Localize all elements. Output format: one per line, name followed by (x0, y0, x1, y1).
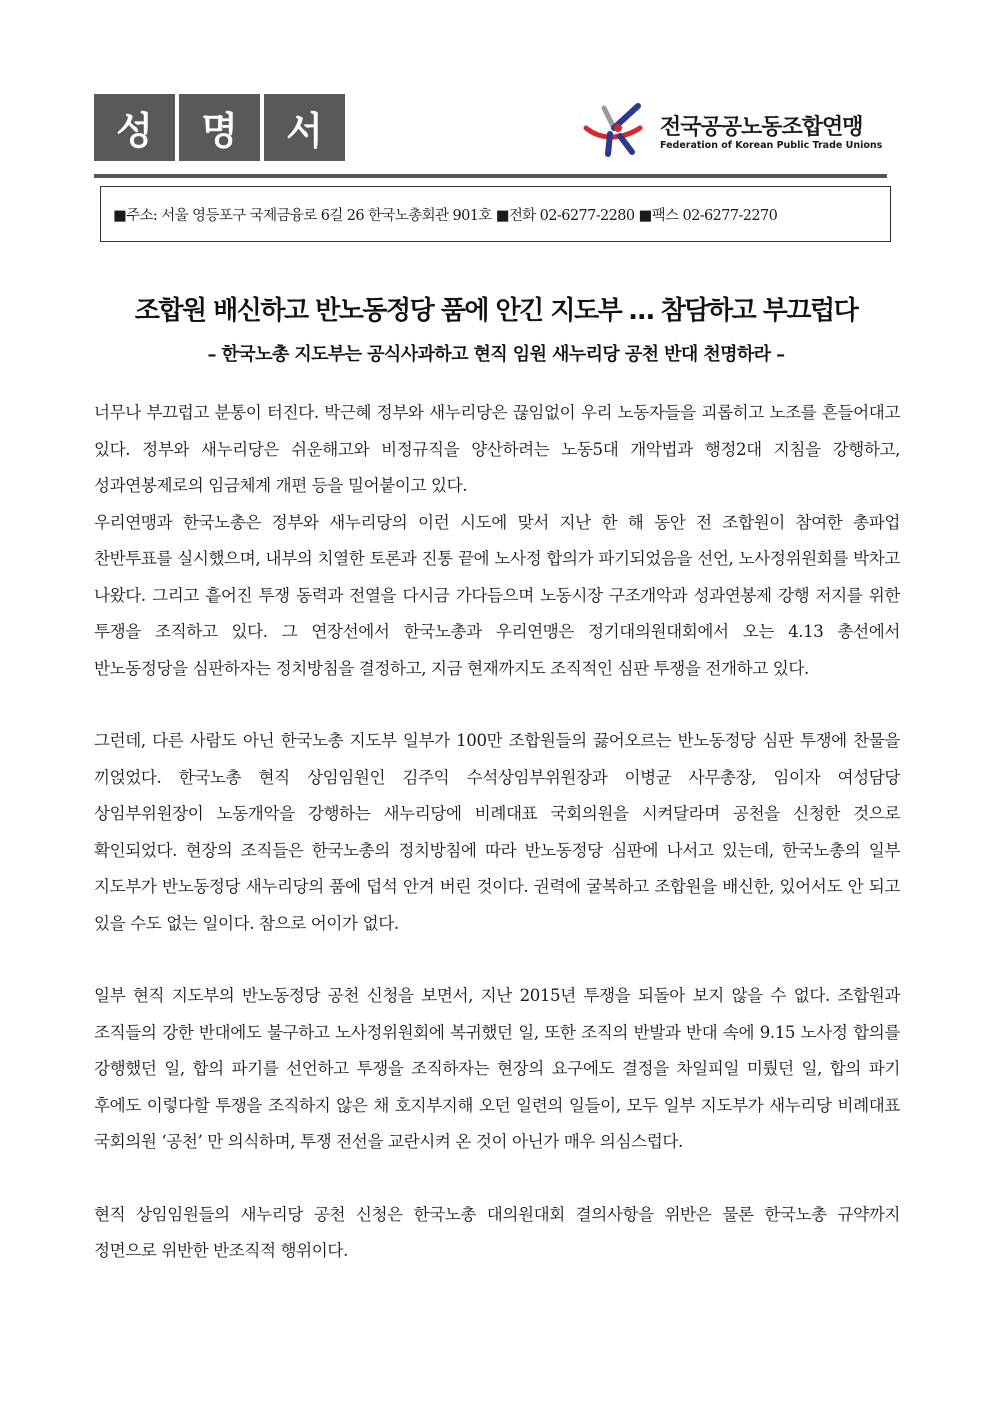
federation-emblem-icon (580, 98, 660, 160)
fax-text: ■팩스 02-6277-2270 (638, 207, 778, 224)
subtitle: – 한국노총 지도부는 공식사과하고 현직 임원 새누리당 공천 반대 천명하라 – (207, 344, 785, 365)
title-char-box: 성 (94, 94, 175, 161)
contact-info-box (100, 186, 891, 242)
logo-name-korean: 전국공공노동조합연맹 (660, 115, 863, 140)
paragraph: 일부 현직 지도부의 반노동정당 공천 신청을 보면서, 지난 2015년 투쟁을 되돌아 보지 않을 수 없다. 조합원과 조직들의 강한 반대에도 불구하고 노사정위원회에 복귀했던 일, 또한 조직의 반발과 반대 속에 9.15 노사정 합의를 강행했던 일, 합의 파기를 선언하고 투쟁을 조직하자는 현장의 요구에도 결정을 차일피일 미뤘던 일, 합의 파기 후에도 이렇다할 투쟁을 조직하지 않은 채 호지부지해 오던 일련의 일들이, 모두 일부 지도부가 새누리당 비례대표 국회의원 ‘공천’ 만 의식하며, 투쟁 전선을 교란시켜 온 것이 아닌가 매우 의심스럽다. (94, 986, 900, 1151)
paragraph: 그런데, 다른 사람도 아닌 한국노총 지도부 일부가 100만 조합원들의 끓어오르는 반노동정당 심판 투쟁에 찬물을 끼얹었다. 한국노총 현직 상임임원인 김주익 수석상임부위원장과 이병균 사무총장, 임이자 여성담당 상임부위원장이 노동개악을 강행하는 새누리당에 비례대표 국회의원을 시켜달라며 공천을 신청한 것으로 확인되었다. 현장의 조직들은 한국노총의 정치방침에 따라 반노동정당 심판에 나서고 있는데, 한국노총의 일부 지도부가 반노동정당 새누리당의 품에 덥석 안겨 버린 것이다. 권력에 굴복하고 조합원을 배신한, 있어서도 안 되고 있을 수도 없는 일이다. 참으로 어이가 없다. (94, 731, 900, 933)
federation-logo (580, 98, 900, 160)
title-char-box: 서 (264, 94, 345, 161)
title-char-box: 명 (179, 94, 260, 161)
statement-body (94, 395, 900, 1270)
address-text: ■주소: 서울 영등포구 국제금융로 6길 26 한국노총회관 901호 (113, 207, 492, 224)
logo-name-english: Federation of Korean Public Trade Unions (660, 140, 883, 151)
paragraph: 너무나 부끄럽고 분통이 터진다. 박근혜 정부와 새누리당은 끊임없이 우리 노동자들을 괴롭히고 노조를 흔들어대고 있다. 정부와 새누리당은 쉬운해고와 비정규직을 양산하려는 노동5대 개악법과 행정2대 지침을 강행하고, 성과연봉제로의 임금체계 개편 등을 밀어붙이고 있다. (94, 403, 900, 495)
paragraph: 우리연맹과 한국노총은 정부와 새누리당의 이런 시도에 맞서 지난 한 해 동안 전 조합원이 참여한 총파업 찬반투표를 실시했으며, 내부의 치열한 토론과 진통 끝에 노사정 합의가 파기되었음을 선언, 노사정위원회를 박차고 나왔다. 그리고 흩어진 투쟁 동력과 전열을 다시금 가다듬으며 노동시장 구조개악과 성과연봉제 강행 저지를 위한 투쟁을 조직하고 있다. 그 연장선에서 한국노총과 우리연맹은 정기대의원대회에서 오는 4.13 총선에서 반노동정당을 심판하자는 정치방침을 결정하고, 지금 현재까지도 조직적인 심판 투쟁을 전개하고 있다. (94, 512, 900, 678)
headline: 조합원 배신하고 반노동정당 품에 안긴 지도부 … 참담하고 부끄럽다 (134, 296, 858, 326)
phone-text: ■전화 02-6277-2280 (495, 207, 635, 224)
paragraph: 현직 상임임원들의 새누리당 공천 신청은 한국노총 대의원대회 결의사항을 위반은 물론 한국노총 규약까지 정면으로 위반한 반조직적 행위이다. (94, 1204, 900, 1260)
header-divider (94, 174, 887, 178)
document-title (94, 94, 345, 161)
